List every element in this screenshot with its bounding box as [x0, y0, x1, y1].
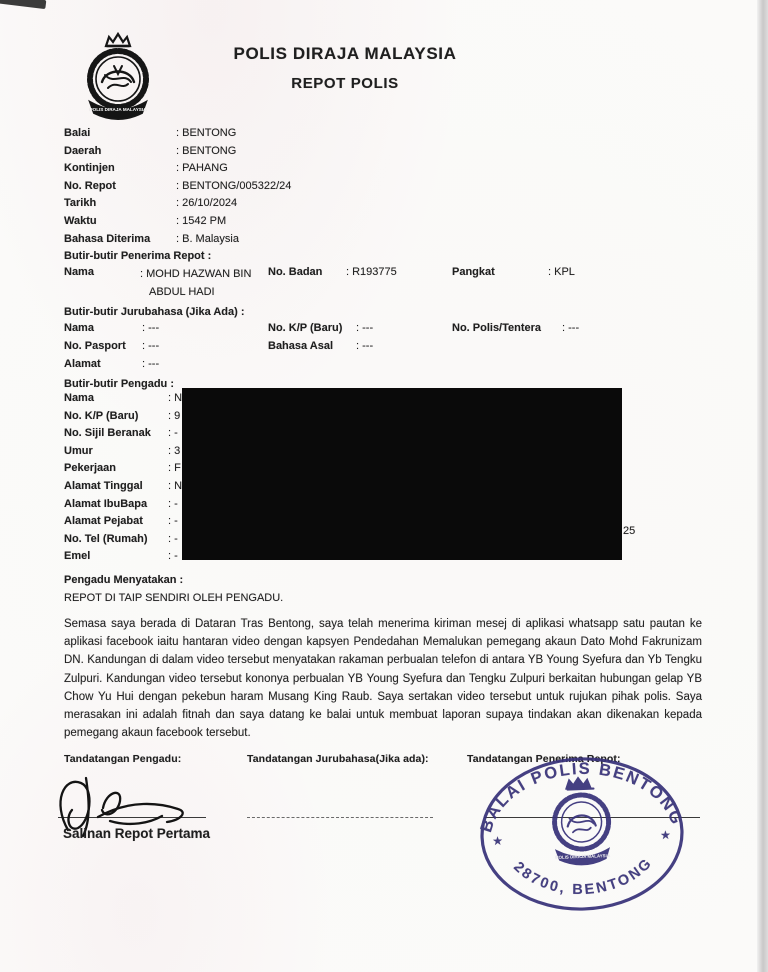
field-label: Nama [64, 266, 94, 278]
field-value: : --- [142, 339, 160, 352]
stamp-star-right: ★ [659, 827, 672, 843]
field-label: No. Pasport [64, 339, 126, 352]
field-label: No. Polis/Tentera [452, 322, 542, 334]
field-value: : --- [356, 339, 374, 352]
field-label: No. Badan [268, 266, 323, 278]
field-value: : --- [142, 322, 160, 334]
field-label: Alamat Tinggal [64, 479, 143, 492]
field-value: : 3 [168, 444, 181, 457]
field-value: : 1542 PM [176, 214, 227, 227]
copy-note: Salinan Repot Pertama [63, 826, 211, 841]
field-row [64, 322, 724, 340]
signature-line-jurubahasa [247, 817, 433, 818]
field-row [64, 358, 724, 376]
field-value: : N [168, 392, 183, 404]
field-label: Nama [64, 392, 94, 404]
field-value: : - [168, 427, 178, 440]
field-value: : F [168, 462, 181, 475]
field-label: Alamat Pejabat [64, 515, 143, 528]
field-label: No. Repot [64, 179, 116, 192]
field-value: : KPL [548, 266, 575, 278]
field-value: : N [168, 479, 183, 492]
section-heading-pengadu: Butir-butir Pengadu : [64, 378, 174, 390]
field-value: : PAHANG [176, 162, 228, 175]
field-value: : BENTONG [176, 144, 237, 157]
field-label: Pangkat [452, 266, 495, 278]
field-value: : - [168, 515, 178, 528]
crest-banner-text: POLIS DIRAJA MALAYSIA [89, 107, 147, 112]
field-value: : --- [142, 357, 160, 370]
statement-body: Semasa saya berada di Dataran Tras Bentong, saya telah menerima kiriman mesej di aplikasi whatsapp satu pautan ke aplikasi facebook iaitu hantaran video dengan kapsyen Pendedahan Memalukan pemegang akaun Dato Mohd Fakrunizam DN. Kandungan di dalam video tersebut menyatakan rakaman perbualan telefon di antara YB Young Syefura dan Yb Tengku Zulpuri. Kandungan video tersebut kononya perbualan YB Young Syefura dan Tengku Zulpuri berkaitan hubungan gelap YB Chow Yu Hui dengan pekebun haram Musang King Raub. Saya sertakan video tersebut untuk rujukan pihak polis. Saya merasakan ini adalah fitnah dan saya datang ke balai untuk membuat laporan supaya tindakan akan dikenakan kepada pemegang akaun facebook tersebut. [64, 618, 702, 740]
field-label: Alamat [64, 357, 101, 370]
field-label: Bahasa Diterima [64, 232, 151, 245]
field-label: Pekerjaan [64, 462, 116, 475]
stamp-bottom-text: 28700, BENTONG [510, 854, 657, 899]
field-value: : 9 [168, 409, 181, 422]
field-label: Alamat IbuBapa [64, 497, 148, 510]
field-row [64, 145, 484, 163]
field-value: : B. Malaysia [176, 232, 239, 245]
stamp-top-text: BALAI POLIS BENTONG [477, 759, 687, 835]
field-row [64, 127, 484, 145]
photo-edge [757, 0, 768, 972]
field-value: : - [168, 550, 178, 563]
field-label: No. K/P (Baru) [268, 322, 343, 334]
document-title: POLIS DIRAJA MALAYSIA [233, 44, 457, 63]
field-label: Umur [64, 444, 93, 457]
redaction-overflow-text: 25 [623, 525, 636, 537]
field-label: Tarikh [64, 197, 97, 210]
police-station-stamp [467, 750, 696, 918]
field-row [64, 340, 724, 358]
field-label: Emel [64, 550, 91, 563]
section-heading-jurubahasa: Butir-butir Jurubahasa (Jika Ada) : [64, 306, 245, 318]
stamp-star-left: ★ [491, 833, 504, 849]
field-value: : - [168, 532, 178, 545]
statement-typed-note: REPOT DI TAIP SENDIRI OLEH PENGADU. [64, 592, 284, 604]
field-label: No. Tel (Rumah) [64, 532, 148, 545]
field-row [64, 180, 484, 198]
report-meta-fields [64, 127, 484, 250]
signature-label-pengadu: Tandatangan Pengadu: [64, 753, 182, 765]
field-value: : MOHD HAZWAN BIN ABDUL HADI [140, 268, 252, 298]
field-row [64, 197, 484, 215]
field-label: Kontinjen [64, 162, 115, 175]
field-label: Waktu [64, 214, 97, 227]
field-label: Bahasa Asal [268, 339, 334, 352]
field-label: No. K/P (Baru) [64, 409, 139, 422]
redaction-box [182, 388, 622, 560]
field-label: No. Sijil Beranak [64, 427, 151, 440]
field-row [64, 162, 484, 180]
field-value: : - [168, 497, 178, 510]
field-value: : --- [562, 322, 580, 334]
field-value: : BENTONG [176, 127, 237, 139]
section-heading-penerima: Butir-butir Penerima Repot : [64, 250, 212, 262]
field-value: : 26/10/2024 [176, 197, 238, 210]
jurubahasa-fields [64, 322, 724, 375]
field-label: Daerah [64, 144, 102, 157]
section-heading-statement: Pengadu Menyatakan : [64, 574, 184, 586]
document-subtitle: REPOT POLIS [291, 75, 399, 92]
photo-corner-artifact [0, 0, 46, 9]
signature-label-penerima: Tandatangan Penerima Repot: [467, 753, 621, 765]
stamp-crest-icon [553, 777, 610, 865]
field-value: : BENTONG/005322/24 [176, 179, 292, 192]
field-row [64, 215, 484, 233]
field-label: Balai [64, 127, 91, 139]
stamp-inner-banner-text: POLIS DIRAJA MALAYSIA [555, 853, 611, 860]
field-value: : --- [356, 322, 374, 334]
field-value: : R193775 [346, 266, 397, 278]
field-row [64, 233, 484, 251]
field-label: Nama [64, 322, 94, 334]
signature-label-jurubahasa: Tandatangan Jurubahasa(Jika ada): [247, 753, 429, 765]
